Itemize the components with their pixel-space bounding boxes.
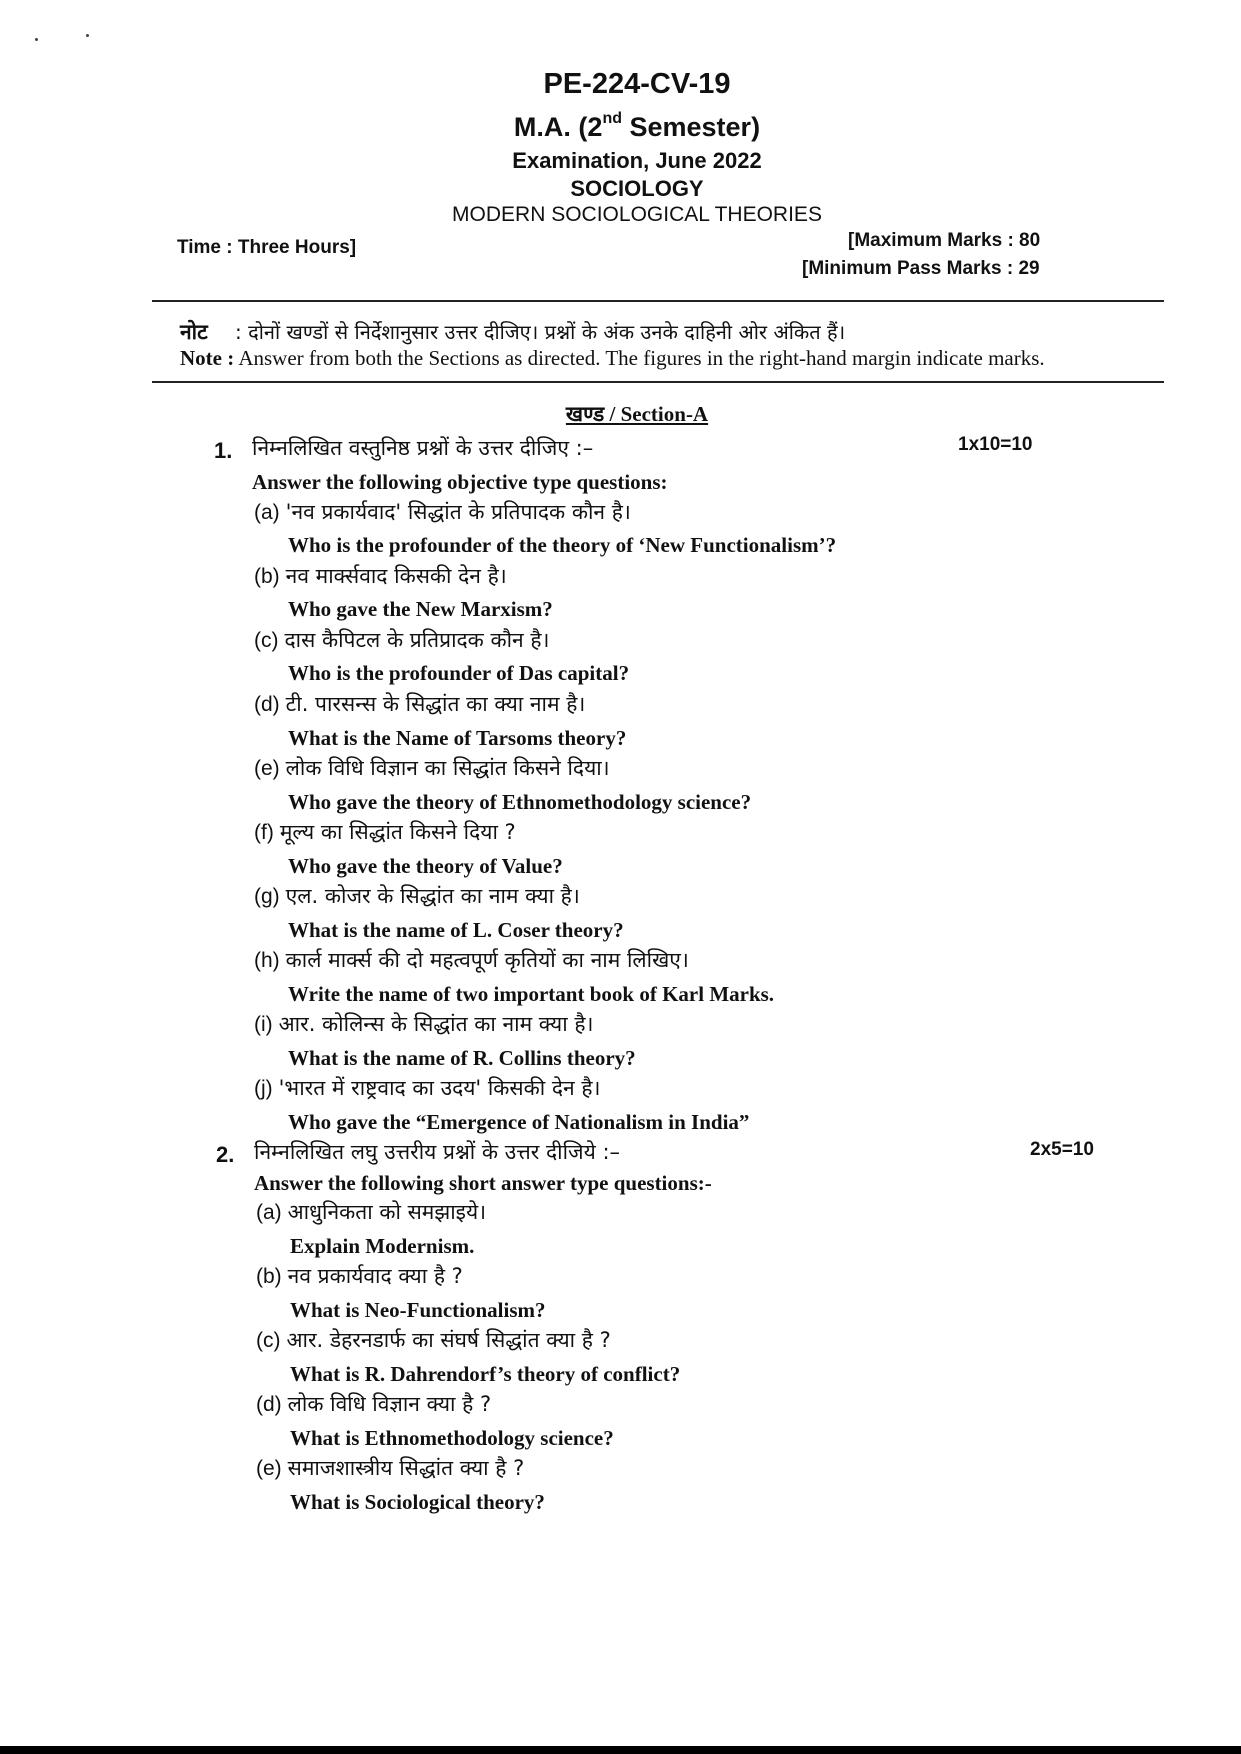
sub-question-english: Who is the profounder of the theory of ‘New Functionalism’? [288,533,837,557]
sub-question-letter: (c) [254,629,279,652]
question-number: 1. [214,438,233,463]
sub-question-hindi [254,1010,593,1038]
time-allowed: Time : Three Hours] [177,237,357,258]
sub-question-hindi [256,1262,463,1290]
sub-question-letter: (b) [254,565,280,588]
note-hindi-text: : दोनों खण्डों से निर्देशानुसार उत्तर दीजिए। प्रश्नों के अंक उनके दाहिनी ओर अंकित हैं। [235,320,846,344]
question-hindi: निम्नलिखित लघु उत्तरीय प्रश्नों के उत्तर दीजिये :– [254,1140,621,1164]
sub-question-hindi-text: कार्ल मार्क्स की दो महत्वपूर्ण कृतियों का नाम लिखिए। [285,948,689,972]
sub-question-hindi [254,818,516,846]
divider-bottom [152,381,1164,383]
sub-question-hindi [254,1074,600,1102]
sub-question-english: Who gave the “Emergence of Nationalism in India” [288,1110,750,1134]
sub-question-hindi-text: मूल्य का सिद्धांत किसने दिया ? [279,820,516,844]
sub-question-letter: (e) [254,757,280,780]
sub-question-hindi [254,946,689,974]
sub-question-english: Who gave the theory of Value? [288,854,563,878]
exam-session: Examination, June 2022 [512,148,762,173]
sub-question-english: What is the name of R. Collins theory? [288,1046,636,1070]
question-english: Answer the following short answer type questions:- [254,1171,712,1195]
sub-question-letter: (a) [256,1201,282,1224]
sub-question-hindi-text: आधुनिकता को समझाइये। [287,1200,487,1224]
sub-question-hindi [256,1326,611,1354]
note-english-label: Note : [180,346,235,370]
note-hindi-label: नोट [180,320,208,344]
sub-question-english: Who is the profounder of Das capital? [288,661,630,685]
scan-speck [35,38,38,41]
sub-question-letter: (e) [256,1457,282,1480]
divider-top [152,300,1164,302]
sub-question-english: What is the name of L. Coser theory? [288,918,624,942]
course-suffix: Semester) [621,112,761,142]
sub-question-hindi-text: नव प्रकार्यवाद क्या है ? [287,1264,463,1288]
sub-question-hindi-text: लोक विधि विज्ञान क्या है ? [287,1392,492,1416]
scan-speck [86,34,89,37]
paper-title: MODERN SOCIOLOGICAL THEORIES [452,203,822,226]
sub-question-hindi [254,626,549,654]
sub-question-hindi [254,754,610,782]
question-english: Answer the following objective type questions: [252,470,668,494]
sub-question-hindi-text: आर. डेहरनडार्फ का संघर्ष सिद्धांत क्या है ? [286,1328,611,1352]
sub-question-hindi [254,690,585,718]
sub-question-hindi [254,882,580,910]
note-hindi [180,318,845,346]
sub-question-hindi-text: एल. कोजर के सिद्धांत का नाम क्या है। [285,884,580,908]
course-superscript: nd [602,110,622,127]
sub-question-hindi-text: आर. कोलिन्स के सिद्धांत का नाम क्या है। [278,1012,594,1036]
note-english-text: Answer from both the Sections as directed. The figures in the right-hand margin indicate marks. [234,346,1045,370]
sub-question-letter: (h) [254,949,280,972]
sub-question-letter: (i) [254,1013,273,1036]
scan-bottom-edge [0,1746,1241,1754]
sub-question-letter: (c) [256,1329,281,1352]
question-marks: 2x5=10 [1030,1139,1094,1160]
sub-question-hindi-text: समाजशास्त्रीय सिद्धांत क्या है ? [287,1456,525,1480]
sub-question-english: What is R. Dahrendorf’s theory of conflict? [290,1362,681,1386]
sub-question-hindi [254,498,631,526]
sub-question-hindi [256,1198,486,1226]
sub-question-hindi [256,1454,524,1482]
question-hindi: निम्नलिखित वस्तुनिष्ठ प्रश्नों के उत्तर दीजिए :– [252,436,594,460]
sub-question-english: Write the name of two important book of Karl Marks. [288,982,775,1006]
sub-question-english: Explain Modernism. [290,1234,475,1258]
sub-question-letter: (j) [254,1077,273,1100]
sub-question-letter: (b) [256,1265,282,1288]
sub-question-hindi-text: दास कैपिटल के प्रतिप्रादक कौन है। [284,628,550,652]
sub-question-letter: (g) [254,885,280,908]
question-number: 2. [216,1142,235,1167]
sub-question-english: What is Ethnomethodology science? [290,1426,614,1450]
sub-question-letter: (d) [256,1393,282,1416]
minimum-pass-marks: [Minimum Pass Marks : 29 [802,258,1040,279]
subject: SOCIOLOGY [570,176,704,201]
sub-question-hindi [254,562,507,590]
sub-question-hindi-text: टी. पारसन्स के सिद्धांत का क्या नाम है। [285,692,586,716]
course-title [0,112,1241,143]
question-marks: 1x10=10 [958,434,1033,455]
section-title: खण्ड / Section-A [565,402,709,426]
sub-question-english: Who gave the theory of Ethnomethodology science? [288,790,752,814]
sub-question-english: Who gave the New Marxism? [288,597,553,621]
sub-question-letter: (d) [254,693,280,716]
course-prefix: M.A. (2 [513,112,603,142]
sub-question-hindi-text: 'भारत में राष्ट्रवाद का उदय' किसकी देन है। [278,1076,601,1100]
sub-question-letter: (a) [254,501,280,524]
paper-code: PE-224-CV-19 [543,68,731,100]
sub-question-hindi [256,1390,491,1418]
sub-question-english: What is Sociological theory? [290,1490,545,1514]
sub-question-hindi-text: लोक विधि विज्ञान का सिद्धांत किसने दिया। [285,756,610,780]
sub-question-letter: (f) [254,821,274,844]
sub-question-english: What is Neo-Functionalism? [290,1298,546,1322]
sub-question-hindi-text: नव मार्क्सवाद किसकी देन है। [285,564,507,588]
maximum-marks: [Maximum Marks : 80 [848,230,1041,251]
sub-question-hindi-text: 'नव प्रकार्यवाद' सिद्धांत के प्रतिपादक कौन है। [285,500,631,524]
note-english [180,346,1045,371]
sub-question-english: What is the Name of Tarsoms theory? [288,726,627,750]
